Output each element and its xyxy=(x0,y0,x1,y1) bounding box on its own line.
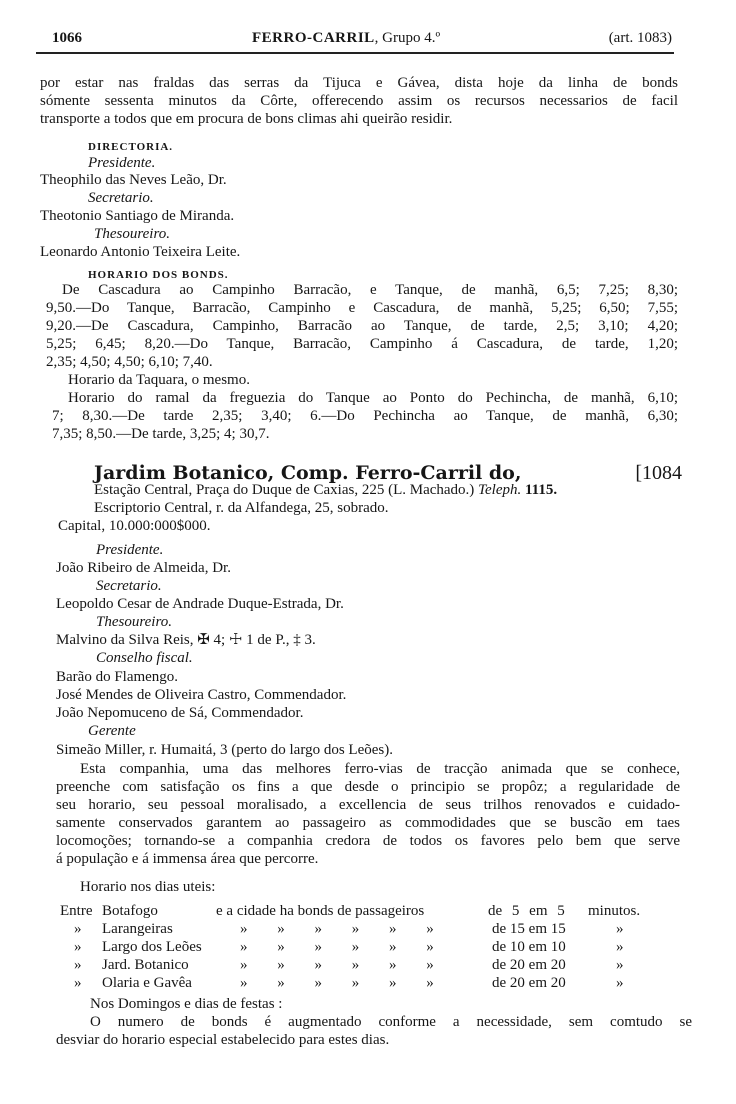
role-label: Conselho fiscal. xyxy=(96,650,193,666)
directoria-heading: DIRECTORIA. xyxy=(88,141,174,153)
description-line: seu horario, seu pessoal moralisado, a excellencia de seus trilhos renovados e cuidado- xyxy=(56,797,680,813)
intro-line: sómente sessenta minutos da Côrte, offerecendo assim os recursos necessarios de facil xyxy=(40,93,678,109)
schedule-middle: e a cidade ha bonds de passageiros xyxy=(216,903,425,919)
article-range: (art. 1083) xyxy=(608,30,672,46)
person-name: Leonardo Antonio Teixeira Leite. xyxy=(40,244,241,260)
role-label: Secretario. xyxy=(88,190,154,206)
person-name: Theophilo das Neves Leão, Dr. xyxy=(40,172,227,188)
header-rule xyxy=(36,52,674,54)
sundays-line: O numero de bonds é augmentado conforme a necessidade, sem comtudo se xyxy=(90,1014,692,1030)
schedule-place: Olaria e Gavêa xyxy=(102,975,192,991)
teleph-label: Teleph. xyxy=(478,482,522,498)
role-label: Thesoureiro. xyxy=(96,614,172,630)
schedule-row xyxy=(60,938,660,956)
horario-line: Horario do ramal da freguezia do Tanque ao Ponto do Pechincha, de manhã, 6,10; xyxy=(68,390,678,406)
intro-line: transporte a todos que em procura de bons climas ahi queirão residir. xyxy=(40,111,453,127)
ditto-marks: » » » » » » xyxy=(240,939,434,955)
person-name: João Nepomuceno de Sá, Commendador. xyxy=(56,705,304,721)
ditto-mark: » xyxy=(74,975,82,991)
estacao-line xyxy=(94,481,682,499)
horario-heading: HORARIO DOS BONDS. xyxy=(88,269,229,281)
schedule-place: Larangeiras xyxy=(102,921,173,937)
horario-line: 9,50.—Do Tanque, Barracão, Campinho e Cascadura, de manhã, 5,25; 6,50; 7,55; xyxy=(46,300,678,316)
schedule-interval: de 15 em 15 xyxy=(492,921,566,937)
ditto-marks: » » » » » » xyxy=(240,921,434,937)
schedule-place: Largo dos Leões xyxy=(102,939,202,955)
schedule-interval: de 10 em 10 xyxy=(492,939,566,955)
estacao-address: Estação Central, Praça do Duque de Caxias, 225 (L. Machado.) xyxy=(94,482,475,498)
description-line: Esta companhia, uma das melhores ferro-vias de tracção animada que se conhece, xyxy=(80,761,680,777)
schedule-row xyxy=(60,902,660,920)
capital-line: Capital, 10.000:000$000. xyxy=(58,518,211,534)
role-label: Gerente xyxy=(88,723,136,739)
horario-line: 7; 8,30.—De tarde 2,35; 3,40; 6.—Do Pechincha ao Tanque, de manhã, 6,30; xyxy=(52,408,678,424)
teleph-number: 1115. xyxy=(525,482,558,498)
company-name: Jardim Botanico, Comp. Ferro-Carril do, xyxy=(94,462,522,484)
role-label: Secretario. xyxy=(96,578,162,594)
sundays-heading: Nos Domingos e dias de festas : xyxy=(90,996,283,1012)
ditto-mark: » xyxy=(74,939,82,955)
description-line: preenche com satisfação os fins a que desde o principio se propôz; a regularidade de xyxy=(56,779,680,795)
person-name: Leopoldo Cesar de Andrade Duque-Estrada, Dr. xyxy=(56,596,344,612)
ditto-mark: » xyxy=(74,921,82,937)
ditto-mark: » xyxy=(616,957,624,973)
intro-line: por estar nas fraldas das serras da Tijuca e Gávea, dista hoje da linha de bonds xyxy=(40,75,678,91)
ditto-mark: » xyxy=(616,921,624,937)
horario-line: 5,25; 6,45; 8,20.—Do Tanque, Barracão, Campinho á Cascadura, de tarde, 1,20; xyxy=(46,336,678,352)
ditto-marks: » » » » » » xyxy=(240,975,434,991)
ditto-marks: » » » » » » xyxy=(240,957,434,973)
running-title xyxy=(252,30,440,47)
article-number: [1084 xyxy=(635,462,682,484)
role-label: Thesoureiro. xyxy=(94,226,170,242)
horario-line: De Cascadura ao Campinho Barracão, e Tanque, de manhã, 6,5; 7,25; 8,30; xyxy=(62,282,678,298)
schedule-row xyxy=(60,956,660,974)
role-label: Presidente. xyxy=(96,542,164,558)
horario-line: 2,35; 4,50; 4,50; 6,10; 7,40. xyxy=(46,354,213,370)
schedule-interval: de 20 em 20 xyxy=(492,957,566,973)
person-name: Simeão Miller, r. Humaitá, 3 (perto do largo dos Leões). xyxy=(56,742,393,758)
ditto-mark: » xyxy=(616,939,624,955)
horario-line: 7,35; 8,50.—De tarde, 3,25; 4; 30,7. xyxy=(52,426,270,442)
schedule-interval: de 5 em 5 xyxy=(488,903,565,919)
running-title-rest: , Grupo 4.º xyxy=(374,30,441,46)
horario-line: Horario da Taquara, o mesmo. xyxy=(68,372,250,388)
person-name: Barão do Flamengo. xyxy=(56,669,179,685)
ditto-mark: » xyxy=(616,975,624,991)
schedule-interval: de 20 em 20 xyxy=(492,975,566,991)
sundays-line: desviar do horario especial estabelecido para estes dias. xyxy=(56,1032,390,1048)
schedule-unit: minutos. xyxy=(588,903,641,919)
person-name: Malvino da Silva Reis, ✠ 4; ☩ 1 de P., ‡ 3. xyxy=(56,632,316,648)
schedule-row xyxy=(60,920,660,938)
description-line: samente conservados garantem ao passageiro as commodidades que se buscão em taes xyxy=(56,815,680,831)
horario-line: 9,20.—De Cascadura, Campinho, Barracão ao Tanque, de tarde, 2,5; 3,10; 4,20; xyxy=(46,318,678,334)
schedule-heading: Horario nos dias uteis: xyxy=(80,879,216,895)
person-name: José Mendes de Oliveira Castro, Commendador. xyxy=(56,687,347,703)
schedule-row xyxy=(60,974,660,992)
description-line: á população e á immensa área que percorre. xyxy=(56,851,319,867)
person-name: João Ribeiro de Almeida, Dr. xyxy=(56,560,231,576)
schedule-table xyxy=(60,902,660,992)
schedule-place: Botafogo xyxy=(102,903,158,919)
schedule-place: Jard. Botanico xyxy=(102,957,189,973)
description-line: locomoções; tornando-se a companhia credora de todos os favores pelo bem que serve xyxy=(56,833,680,849)
person-name: Theotonio Santiago de Miranda. xyxy=(40,208,235,224)
running-title-bold: FERRO-CARRIL xyxy=(252,30,375,46)
role-label: Presidente. xyxy=(88,155,156,171)
schedule-prefix: Entre xyxy=(60,903,93,919)
escriptorio-line: Escriptorio Central, r. da Alfandega, 25, sobrado. xyxy=(94,500,389,516)
ditto-mark: » xyxy=(74,957,82,973)
page-number: 1066 xyxy=(52,30,82,46)
